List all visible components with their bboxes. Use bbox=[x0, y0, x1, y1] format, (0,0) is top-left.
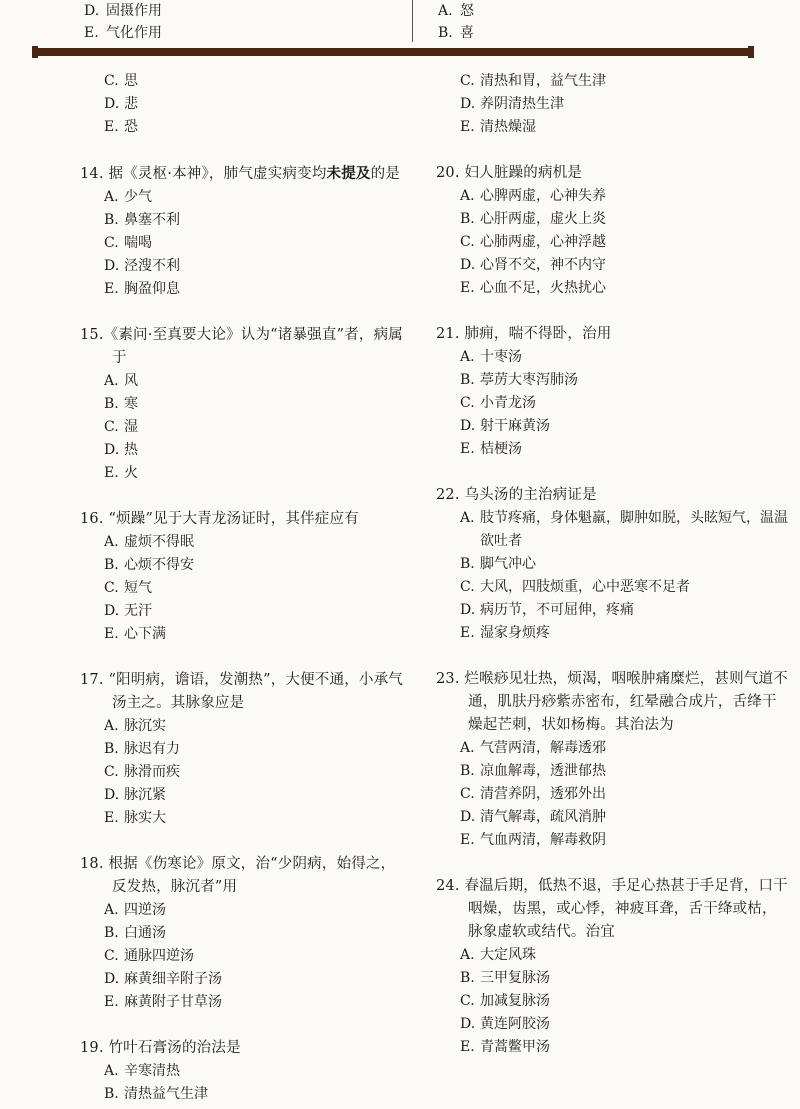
option-text: 清热益气生津 bbox=[124, 1086, 208, 1102]
option-list bbox=[80, 715, 410, 830]
option-text: 十枣汤 bbox=[480, 349, 522, 365]
option-letter: C. bbox=[460, 234, 475, 250]
question-block bbox=[80, 1037, 410, 1106]
answer-option bbox=[80, 531, 410, 554]
stem-text: 24. 春温后期，低热不退，手足心热甚于手足背，口干咽燥，齿黑，或心悸，神疲耳聋，舌干绛或枯，脉象虚软或结代。治宜 bbox=[436, 878, 788, 940]
top-strip bbox=[0, 0, 800, 46]
left-column bbox=[80, 70, 410, 1106]
option-letter: A. bbox=[104, 373, 119, 389]
answer-option bbox=[80, 600, 410, 623]
answer-option bbox=[436, 1036, 790, 1059]
option-text: 气血两清，解毒救阴 bbox=[480, 832, 606, 848]
answer-option bbox=[436, 553, 790, 576]
option-text: 通脉四逆汤 bbox=[124, 948, 194, 964]
option-letter: C. bbox=[460, 395, 475, 411]
option-letter: D. bbox=[104, 442, 120, 458]
stem-emphasis: 未提及 bbox=[326, 165, 371, 182]
option-text: 麻黄细辛附子汤 bbox=[124, 971, 222, 987]
answer-option bbox=[80, 232, 410, 255]
option-text: 四逆汤 bbox=[124, 902, 166, 918]
question-stem bbox=[436, 875, 790, 944]
answer-option bbox=[80, 945, 410, 968]
answer-option bbox=[436, 806, 790, 829]
column-divider bbox=[412, 0, 413, 42]
answer-option bbox=[80, 784, 410, 807]
option-text: 气营两清，解毒透邪 bbox=[480, 740, 606, 756]
option-letter: E. bbox=[104, 119, 119, 135]
option-letter: B. bbox=[460, 372, 475, 388]
option-letter: A. bbox=[460, 188, 475, 204]
option-letter: A. bbox=[104, 189, 119, 205]
option-letter: D. bbox=[460, 1016, 476, 1032]
option-text: 恐 bbox=[124, 119, 138, 135]
answer-option bbox=[436, 576, 790, 599]
question-block bbox=[80, 669, 410, 830]
stem-text: 19. 竹叶石膏汤的治法是 bbox=[80, 1040, 241, 1056]
option-list bbox=[80, 531, 410, 646]
answer-option bbox=[80, 116, 410, 139]
option-letter: E. bbox=[460, 119, 475, 135]
option-letter: D. bbox=[460, 418, 476, 434]
option-letter: B. bbox=[460, 970, 475, 986]
option-text: 心肾不交，神不内守 bbox=[480, 257, 606, 273]
option-text: 少气 bbox=[124, 189, 152, 205]
option-text: 病历节，不可屈伸，疼痛 bbox=[480, 602, 634, 618]
option-letter: B. bbox=[104, 925, 119, 941]
answer-option bbox=[80, 1083, 410, 1106]
option-list bbox=[436, 507, 790, 645]
option-text: 火 bbox=[124, 465, 138, 481]
answer-option bbox=[436, 116, 790, 139]
option-text: 虚烦不得眠 bbox=[124, 534, 194, 550]
option-text: 湿 bbox=[124, 419, 138, 435]
question-stem bbox=[436, 484, 790, 507]
option-letter: A. bbox=[104, 718, 119, 734]
option-text: 固摄作用 bbox=[106, 3, 162, 19]
option-letter: B. bbox=[104, 1086, 119, 1102]
right-column bbox=[436, 70, 790, 1059]
answer-option bbox=[80, 738, 410, 761]
top-option bbox=[438, 22, 474, 44]
option-letter: E. bbox=[104, 994, 119, 1010]
option-text: 短气 bbox=[124, 580, 152, 596]
option-letter: C. bbox=[460, 993, 475, 1009]
option-letter: E. bbox=[104, 281, 119, 297]
option-letter: E. bbox=[104, 810, 119, 826]
answer-option bbox=[80, 577, 410, 600]
answer-option bbox=[436, 944, 790, 967]
stem-text: 16. “烦躁”见于大青龙汤证时，其伴症应有 bbox=[80, 511, 359, 527]
option-text: 鼻塞不利 bbox=[124, 212, 180, 228]
question-block bbox=[436, 323, 790, 461]
option-letter: E. bbox=[460, 1039, 475, 1055]
answer-option bbox=[436, 783, 790, 806]
option-letter: E. bbox=[460, 280, 475, 296]
option-text: 青蒿鳖甲汤 bbox=[480, 1039, 550, 1055]
option-list bbox=[436, 185, 790, 300]
answer-option bbox=[80, 255, 410, 278]
answer-option bbox=[80, 807, 410, 830]
answer-option bbox=[436, 277, 790, 300]
option-letter: C. bbox=[460, 579, 475, 595]
answer-option bbox=[436, 346, 790, 369]
option-text: 气化作用 bbox=[106, 25, 162, 41]
top-option bbox=[84, 22, 162, 44]
option-text: 肢节疼痛，身体魁羸，脚肿如脱，头眩短气，温温欲吐者 bbox=[480, 510, 788, 549]
answer-option bbox=[436, 599, 790, 622]
question-stem bbox=[436, 162, 790, 185]
question-block bbox=[436, 162, 790, 300]
option-letter: E. bbox=[84, 25, 99, 41]
option-text: 湿家身烦疼 bbox=[480, 625, 550, 641]
option-letter: A. bbox=[460, 349, 475, 365]
option-list bbox=[80, 899, 410, 1014]
stem-text: 21. 肺痈，喘不得卧，治用 bbox=[436, 326, 612, 342]
answer-option bbox=[80, 991, 410, 1014]
answer-option bbox=[80, 439, 410, 462]
answer-option bbox=[436, 369, 790, 392]
stem-text: 14. 据《灵枢·本神》，肺气虚实病变均 bbox=[80, 166, 327, 182]
option-text: 思 bbox=[124, 73, 138, 89]
option-text: 清气解毒，疏风消肿 bbox=[480, 809, 606, 825]
option-letter: D. bbox=[460, 96, 476, 112]
stem-text: 22. 乌头汤的主治病证是 bbox=[436, 487, 597, 503]
option-letter: D. bbox=[104, 787, 120, 803]
option-text: 心肝两虚，虚火上炎 bbox=[480, 211, 606, 227]
option-letter: C. bbox=[104, 419, 119, 435]
answer-option bbox=[436, 392, 790, 415]
option-letter: D. bbox=[460, 257, 476, 273]
option-text: 心血不足，火热扰心 bbox=[480, 280, 606, 296]
option-list bbox=[80, 1060, 410, 1106]
answer-option bbox=[80, 623, 410, 646]
option-letter: B. bbox=[460, 556, 475, 572]
option-text: 无汗 bbox=[124, 603, 152, 619]
option-text: 白通汤 bbox=[124, 925, 166, 941]
option-text: 脉迟有力 bbox=[124, 741, 180, 757]
option-letter: C. bbox=[104, 764, 119, 780]
option-letter: D. bbox=[104, 971, 120, 987]
option-text: 悲 bbox=[124, 96, 138, 112]
stem-text: 15.《素问·至真要大论》认为“诸暴强直”者，病属于 bbox=[80, 327, 403, 366]
option-letter: B. bbox=[460, 211, 475, 227]
stem-text: 17. “阳明病，谵语，发潮热”，大便不通，小承气汤主之。其脉象应是 bbox=[80, 672, 403, 711]
option-letter: C. bbox=[460, 786, 475, 802]
option-letter: E. bbox=[104, 626, 119, 642]
option-letter: D. bbox=[104, 96, 120, 112]
option-text: 胸盈仰息 bbox=[124, 281, 180, 297]
answer-option bbox=[80, 922, 410, 945]
question-block bbox=[436, 668, 790, 852]
question-block bbox=[80, 162, 410, 301]
option-text: 大风，四肢烦重，心中恶寒不足者 bbox=[480, 579, 690, 595]
question-block bbox=[436, 875, 790, 1059]
option-text: 脉滑而疾 bbox=[124, 764, 180, 780]
option-text: 清热燥湿 bbox=[480, 119, 536, 135]
option-letter: A. bbox=[460, 510, 475, 526]
answer-option bbox=[80, 715, 410, 738]
question-block bbox=[80, 508, 410, 646]
option-text: 怒 bbox=[460, 3, 474, 19]
option-text: 凉血解毒，透泄郁热 bbox=[480, 763, 606, 779]
answer-option bbox=[436, 438, 790, 461]
option-letter: C. bbox=[460, 73, 475, 89]
stem-text: 18. 根据《伤寒论》原文，治“少阴病，始得之，反发热，脉沉者”用 bbox=[80, 856, 396, 895]
top-option bbox=[438, 0, 474, 22]
option-text: 脉实大 bbox=[124, 810, 166, 826]
option-text: 风 bbox=[124, 373, 138, 389]
option-text: 辛寒清热 bbox=[124, 1063, 180, 1079]
option-text: 葶苈大枣泻肺汤 bbox=[480, 372, 578, 388]
option-letter: B. bbox=[438, 25, 453, 41]
option-text: 三甲复脉汤 bbox=[480, 970, 550, 986]
option-text: 脚气冲心 bbox=[480, 556, 536, 572]
option-list bbox=[80, 370, 410, 485]
answer-option bbox=[436, 70, 790, 93]
option-letter: E. bbox=[460, 441, 475, 457]
option-letter: A. bbox=[104, 902, 119, 918]
answer-option bbox=[436, 990, 790, 1013]
answer-option bbox=[436, 622, 790, 645]
option-text: 泾溲不利 bbox=[124, 258, 180, 274]
option-text: 麻黄附子甘草汤 bbox=[124, 994, 222, 1010]
option-letter: C. bbox=[104, 580, 119, 596]
question-block bbox=[80, 853, 410, 1014]
option-letter: B. bbox=[104, 741, 119, 757]
answer-option bbox=[80, 70, 410, 93]
option-text: 心烦不得安 bbox=[124, 557, 194, 573]
option-text: 喜 bbox=[460, 25, 474, 41]
top-right-options bbox=[438, 0, 474, 44]
option-text: 射干麻黄汤 bbox=[480, 418, 550, 434]
answer-option bbox=[80, 393, 410, 416]
option-letter: D. bbox=[84, 3, 100, 19]
answer-option bbox=[436, 254, 790, 277]
stem-text: 的是 bbox=[370, 166, 401, 182]
continued-options bbox=[436, 70, 790, 139]
option-text: 心下满 bbox=[124, 626, 166, 642]
option-text: 喘喝 bbox=[124, 235, 152, 251]
question-stem bbox=[80, 853, 410, 899]
answer-option bbox=[80, 278, 410, 301]
bleed-through-decoration bbox=[250, 6, 302, 25]
question-stem bbox=[80, 162, 410, 186]
answer-option bbox=[80, 761, 410, 784]
option-letter: E. bbox=[460, 832, 475, 848]
option-letter: C. bbox=[104, 73, 119, 89]
option-letter: A. bbox=[104, 1063, 119, 1079]
option-text: 热 bbox=[124, 442, 138, 458]
answer-option bbox=[80, 370, 410, 393]
top-left-options bbox=[84, 0, 162, 44]
answer-option bbox=[436, 967, 790, 990]
stem-text: 23. 烂喉痧见壮热，烦渴，咽喉肿痛糜烂，甚则气道不通，肌肤丹痧紫赤密布，红晕融合成片，舌绛干燥起芒刺，状如杨梅。其治法为 bbox=[436, 671, 788, 733]
answer-option bbox=[436, 829, 790, 852]
option-text: 寒 bbox=[124, 396, 138, 412]
option-text: 加减复脉汤 bbox=[480, 993, 550, 1009]
option-letter: C. bbox=[104, 235, 119, 251]
option-list bbox=[436, 944, 790, 1059]
answer-option bbox=[80, 554, 410, 577]
answer-option bbox=[80, 209, 410, 232]
option-letter: D. bbox=[460, 809, 476, 825]
top-option bbox=[84, 0, 162, 22]
question-stem bbox=[436, 323, 790, 346]
stem-text: 20. 妇人脏躁的病机是 bbox=[436, 165, 583, 181]
header-rule bbox=[34, 48, 752, 56]
question-stem bbox=[80, 324, 410, 370]
option-text: 黄连阿胶汤 bbox=[480, 1016, 550, 1032]
answer-option bbox=[80, 968, 410, 991]
option-list bbox=[436, 346, 790, 461]
option-text: 清热和胃，益气生津 bbox=[480, 73, 606, 89]
answer-option bbox=[436, 185, 790, 208]
question-stem bbox=[80, 1037, 410, 1060]
option-letter: A. bbox=[460, 740, 475, 756]
option-text: 桔梗汤 bbox=[480, 441, 522, 457]
option-letter: B. bbox=[460, 763, 475, 779]
option-letter: E. bbox=[460, 625, 475, 641]
answer-option bbox=[80, 416, 410, 439]
option-letter: D. bbox=[104, 258, 120, 274]
answer-option bbox=[436, 208, 790, 231]
option-letter: C. bbox=[104, 948, 119, 964]
question-stem bbox=[80, 669, 410, 715]
option-text: 小青龙汤 bbox=[480, 395, 536, 411]
answer-option bbox=[436, 737, 790, 760]
option-letter: E. bbox=[104, 465, 119, 481]
continued-options bbox=[80, 70, 410, 139]
option-text: 大定风珠 bbox=[480, 947, 536, 963]
answer-option bbox=[80, 186, 410, 209]
option-list bbox=[436, 737, 790, 852]
option-text: 清营养阴，透邪外出 bbox=[480, 786, 606, 802]
question-block bbox=[436, 484, 790, 645]
option-text: 养阴清热生津 bbox=[480, 96, 564, 112]
option-text: 脉沉实 bbox=[124, 718, 166, 734]
answer-option bbox=[436, 507, 790, 553]
option-letter: A. bbox=[104, 534, 119, 550]
answer-option bbox=[80, 93, 410, 116]
option-letter: A. bbox=[460, 947, 475, 963]
question-stem bbox=[436, 668, 790, 737]
option-list bbox=[80, 186, 410, 301]
answer-option bbox=[80, 1060, 410, 1083]
answer-option bbox=[80, 899, 410, 922]
option-text: 心脾两虚，心神失养 bbox=[480, 188, 606, 204]
option-letter: D. bbox=[104, 603, 120, 619]
answer-option bbox=[436, 1013, 790, 1036]
question-block bbox=[80, 324, 410, 485]
option-letter: B. bbox=[104, 212, 119, 228]
option-text: 心肺两虚，心神浮越 bbox=[480, 234, 606, 250]
answer-option bbox=[436, 760, 790, 783]
option-letter: A. bbox=[438, 3, 453, 19]
answer-option bbox=[436, 231, 790, 254]
answer-option bbox=[80, 462, 410, 485]
answer-option bbox=[436, 93, 790, 116]
answer-option bbox=[436, 415, 790, 438]
option-letter: B. bbox=[104, 396, 119, 412]
question-stem bbox=[80, 508, 410, 531]
option-letter: D. bbox=[460, 602, 476, 618]
option-text: 脉沉紧 bbox=[124, 787, 166, 803]
option-letter: B. bbox=[104, 557, 119, 573]
